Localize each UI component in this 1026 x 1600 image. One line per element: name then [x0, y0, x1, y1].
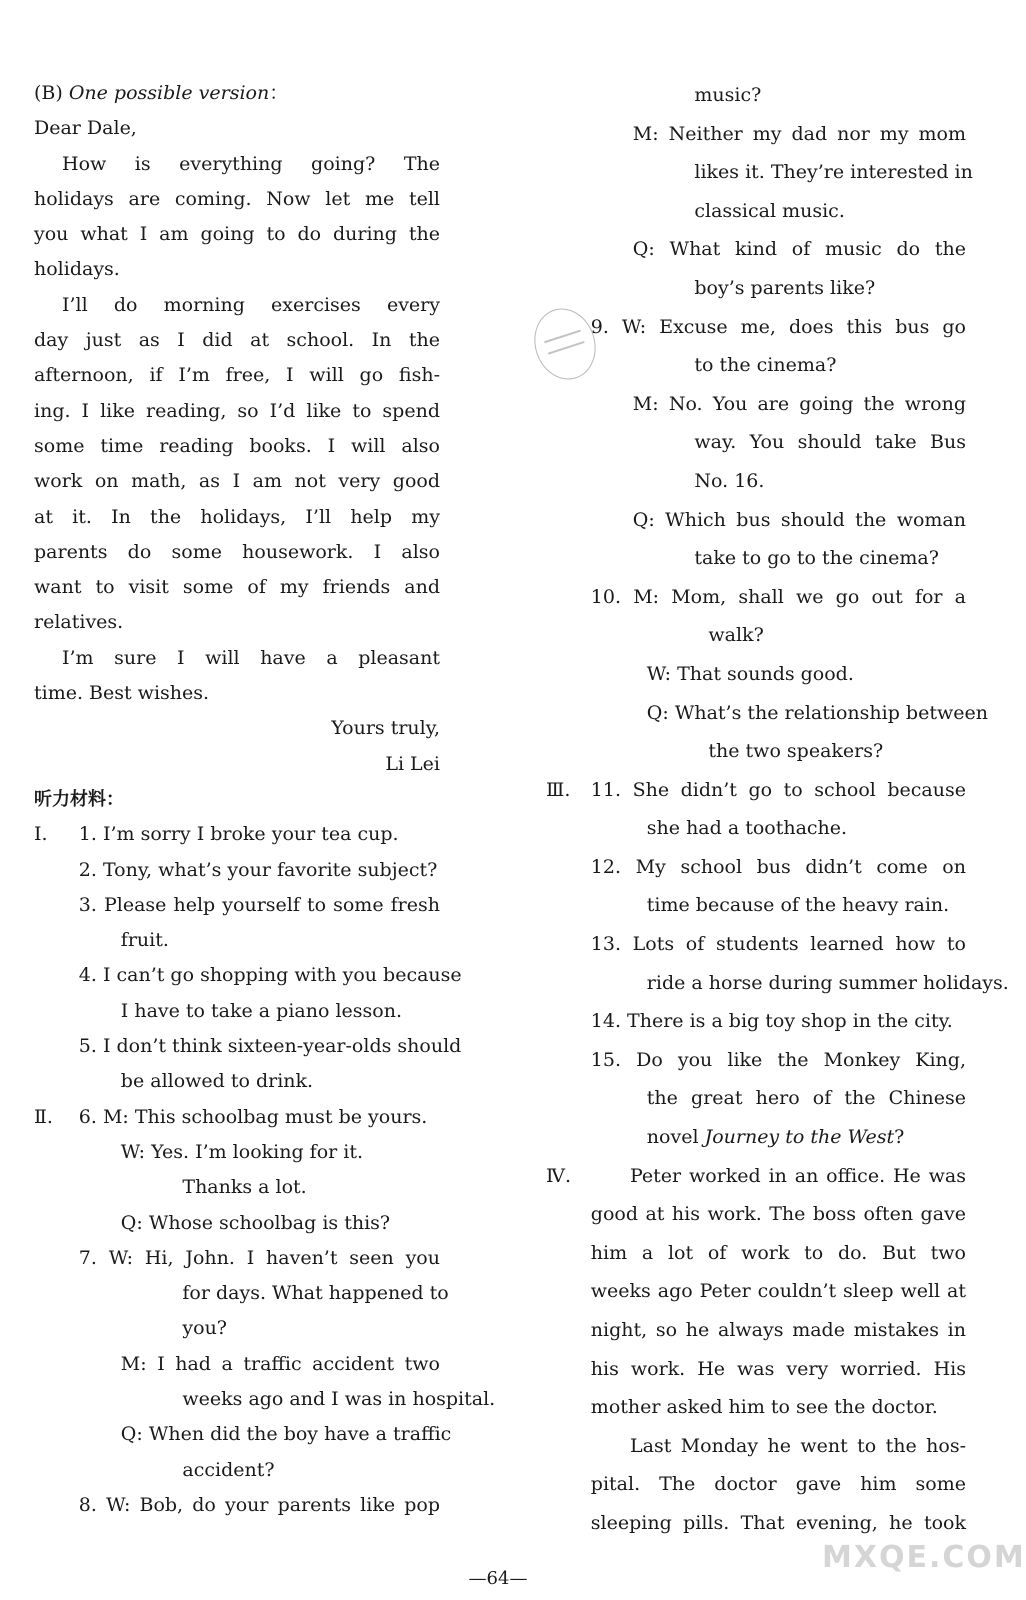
text-line	[34, 1206, 440, 1241]
line-text: M: No. You are going the wrong	[632, 392, 966, 415]
text-line	[34, 358, 440, 393]
line-text: she had a toothache.	[646, 817, 848, 840]
text-line	[546, 655, 966, 694]
line-text: mother asked him to see the doctor.	[590, 1396, 938, 1419]
line-text: Yours truly,	[331, 717, 440, 740]
line-text: W: Yes. I’m looking for it.	[120, 1140, 364, 1163]
text-line	[34, 676, 440, 711]
text-line	[546, 1350, 966, 1389]
text-line	[34, 1488, 440, 1523]
line-text: relatives.	[34, 611, 124, 634]
line-text: Thanks a lot.	[182, 1176, 307, 1199]
line-text: Li Lei	[385, 752, 440, 775]
section-numeral: Ⅳ.	[546, 1164, 572, 1187]
left-column	[34, 76, 496, 1523]
text-line	[34, 429, 440, 464]
line-suffix: ?	[894, 1126, 905, 1149]
text-line	[546, 1504, 966, 1543]
line-suffix: ：	[269, 82, 289, 104]
line-text: parents do some housework. I also	[34, 540, 440, 563]
text-line	[546, 848, 966, 887]
line-text: you what I am going to do during the	[34, 223, 440, 246]
line-text: Last Monday he went to the hos-	[630, 1434, 966, 1457]
line-text: W: That sounds good.	[646, 662, 854, 685]
line-text: M: Neither my dad nor my mom	[632, 122, 966, 145]
line-text: 听力材料：	[34, 788, 124, 810]
text-line	[34, 570, 440, 605]
text-line	[34, 464, 440, 499]
text-line	[546, 1388, 966, 1427]
text-line	[546, 346, 966, 385]
section-numeral: Ⅰ.	[34, 823, 48, 846]
line-text: good at his work. The boss often gave	[590, 1203, 966, 1226]
text-line	[34, 111, 440, 146]
line-text: 11. She didn’t go to school because	[590, 778, 966, 801]
text-line	[34, 1241, 440, 1276]
line-text: weeks ago and I was in hospital.	[182, 1387, 496, 1410]
text-line	[34, 711, 440, 746]
text-line	[546, 732, 966, 771]
text-line	[34, 817, 440, 852]
text-line	[546, 115, 966, 154]
text-line	[34, 958, 462, 993]
line-text: Peter worked in an office. He was	[630, 1164, 966, 1187]
line-text: Q: Whose schoolbag is this?	[120, 1211, 391, 1234]
text-line	[546, 1465, 966, 1504]
text-line	[546, 76, 966, 115]
text-line	[34, 394, 440, 429]
line-text: be allowed to drink.	[120, 1070, 314, 1093]
line-text: likes it. They’re interested in	[694, 161, 973, 184]
page-number: —64—	[468, 1568, 528, 1589]
line-text: you?	[182, 1317, 227, 1340]
line-text: work on math, as I am not very good	[34, 470, 440, 493]
line-text: Q: Which bus should the woman	[632, 508, 966, 531]
text-line	[34, 641, 440, 676]
line-text: 10. M: Mom, shall we go out for a	[590, 585, 966, 608]
line-text: 6. M: This schoolbag must be yours.	[78, 1105, 428, 1128]
line-text: Q: What’s the relationship between	[646, 701, 988, 724]
line-text: time because of the heavy rain.	[646, 894, 950, 917]
text-line	[546, 925, 966, 964]
line-text: M: I had a traffic accident two	[120, 1352, 440, 1375]
line-text: 3. Please help yourself to some fresh	[78, 893, 440, 916]
line-text: 14. There is a big toy shop in the city.	[590, 1010, 953, 1033]
text-line	[546, 694, 988, 733]
text-line	[34, 288, 440, 323]
text-line	[34, 923, 440, 958]
line-text: accident?	[182, 1458, 275, 1481]
line-text: the two speakers?	[708, 740, 884, 763]
text-line	[34, 782, 440, 817]
text-line	[34, 500, 440, 535]
text-line	[546, 1272, 966, 1311]
line-text: some time reading books. I will also	[34, 434, 440, 457]
section-numeral: Ⅱ.	[34, 1105, 53, 1128]
right-column	[546, 76, 1009, 1543]
text-line	[34, 1311, 440, 1346]
text-line	[34, 182, 440, 217]
text-line	[34, 535, 440, 570]
text-line	[546, 539, 966, 578]
line-text: afternoon, if I’m free, I will go fish-	[34, 364, 440, 387]
line-text: fruit.	[120, 929, 169, 952]
line-text: classical music.	[694, 199, 845, 222]
line-text: 5. I don’t think sixteen-year-olds should	[78, 1035, 462, 1058]
text-line	[34, 1064, 440, 1099]
line-text: weeks ago Peter couldn’t sleep well at	[590, 1280, 966, 1303]
line-text: 9. W: Excuse me, does this bus go	[590, 315, 966, 338]
line-text: (B)	[34, 82, 69, 104]
text-line	[34, 994, 440, 1029]
text-line	[34, 1135, 440, 1170]
line-text: ride a horse during summer holidays.	[646, 971, 1009, 994]
text-line	[546, 1311, 966, 1350]
line-text: I’m sure I will have a pleasant	[62, 646, 440, 669]
text-line	[546, 771, 966, 810]
line-text: holidays are coming. Now let me tell	[34, 187, 440, 210]
text-line	[34, 252, 440, 287]
line-text: 12. My school bus didn’t come on	[590, 855, 966, 878]
line-text: time. Best wishes.	[34, 682, 210, 705]
text-line	[546, 1195, 966, 1234]
line-text: 1. I’m sorry I broke your tea cup.	[78, 823, 399, 846]
text-line	[34, 76, 440, 111]
text-line	[34, 1170, 440, 1205]
text-line	[546, 1157, 966, 1196]
text-line	[34, 147, 440, 182]
text-line	[546, 1118, 966, 1157]
line-text: Q: What kind of music do the	[632, 238, 966, 261]
line-text: Dear Dale,	[34, 117, 137, 140]
text-line	[34, 1347, 440, 1382]
text-line	[546, 1079, 966, 1118]
text-line	[546, 578, 966, 617]
line-text: 2. Tony, what’s your favorite subject?	[78, 858, 438, 881]
line-text: at it. In the holidays, I’ll help my	[34, 505, 440, 528]
line-text: 7. W: Hi, John. I haven’t seen you	[78, 1246, 440, 1269]
line-text: 15. Do you like the Monkey King,	[590, 1048, 966, 1071]
text-line	[546, 153, 973, 192]
text-line	[34, 1453, 440, 1488]
text-line	[34, 888, 440, 923]
text-line	[546, 1041, 966, 1080]
line-text: boy’s parents like?	[694, 276, 876, 299]
line-text: his work. He was very worried. His	[590, 1357, 966, 1380]
text-line	[34, 1417, 452, 1452]
line-text: day just as I did at school. In the	[34, 329, 440, 352]
line-text: walk?	[708, 624, 764, 647]
line-text: want to visit some of my friends and	[34, 576, 440, 599]
text-line	[34, 1029, 462, 1064]
text-line	[546, 964, 1009, 1003]
text-line	[546, 886, 966, 925]
line-text: I’ll do morning exercises every	[62, 293, 440, 316]
line-text: I have to take a piano lesson.	[120, 999, 402, 1022]
text-line	[34, 1276, 449, 1311]
text-line	[546, 809, 966, 848]
watermark: MXQE.COM	[822, 1540, 1026, 1575]
text-line	[546, 462, 966, 501]
text-line	[546, 1002, 966, 1041]
section-numeral: Ⅲ.	[546, 778, 571, 801]
text-line	[546, 192, 966, 231]
text-line	[34, 323, 440, 358]
line-text: Q: When did the boy have a traffic	[120, 1423, 452, 1446]
text-line	[546, 385, 966, 424]
line-text: 13. Lots of students learned how to	[590, 933, 966, 956]
line-text: take to go to the cinema?	[694, 547, 939, 570]
line-text: night, so he always made mistakes in	[590, 1319, 966, 1341]
italic-text: Journey to the West	[704, 1126, 895, 1149]
line-text: music?	[694, 84, 762, 106]
line-text: holidays.	[34, 258, 120, 281]
line-text: to the cinema?	[694, 354, 837, 377]
line-text: way. You should take Bus	[694, 431, 966, 454]
line-text: ing. I like reading, so I’d like to spend	[34, 399, 440, 422]
text-line	[546, 501, 966, 540]
line-text: sleeping pills. That evening, he took	[590, 1511, 966, 1534]
line-text: for days. What happened to	[182, 1282, 449, 1305]
text-line	[546, 269, 966, 308]
line-text: pital. The doctor gave him some	[590, 1473, 966, 1496]
line-text: 8. W: Bob, do your parents like pop	[78, 1493, 440, 1516]
line-text: novel	[646, 1126, 705, 1149]
line-text: How is everything going? The	[62, 152, 440, 175]
text-line	[546, 1234, 966, 1273]
line-text: the great hero of the Chinese	[646, 1087, 966, 1110]
line-text: him a lot of work to do. But two	[590, 1241, 966, 1264]
text-line	[34, 217, 440, 252]
text-line	[34, 605, 440, 640]
text-line	[546, 423, 966, 462]
text-line	[34, 853, 440, 888]
text-line	[546, 308, 966, 347]
text-line	[34, 1100, 440, 1135]
text-line	[546, 230, 966, 269]
line-text: 4. I can’t go shopping with you because	[78, 964, 462, 987]
text-line	[546, 616, 966, 655]
line-text: No. 16.	[694, 469, 765, 492]
italic-text: One possible version	[68, 82, 270, 104]
text-line	[34, 1382, 496, 1417]
text-line	[34, 747, 440, 782]
text-line	[546, 1427, 966, 1466]
